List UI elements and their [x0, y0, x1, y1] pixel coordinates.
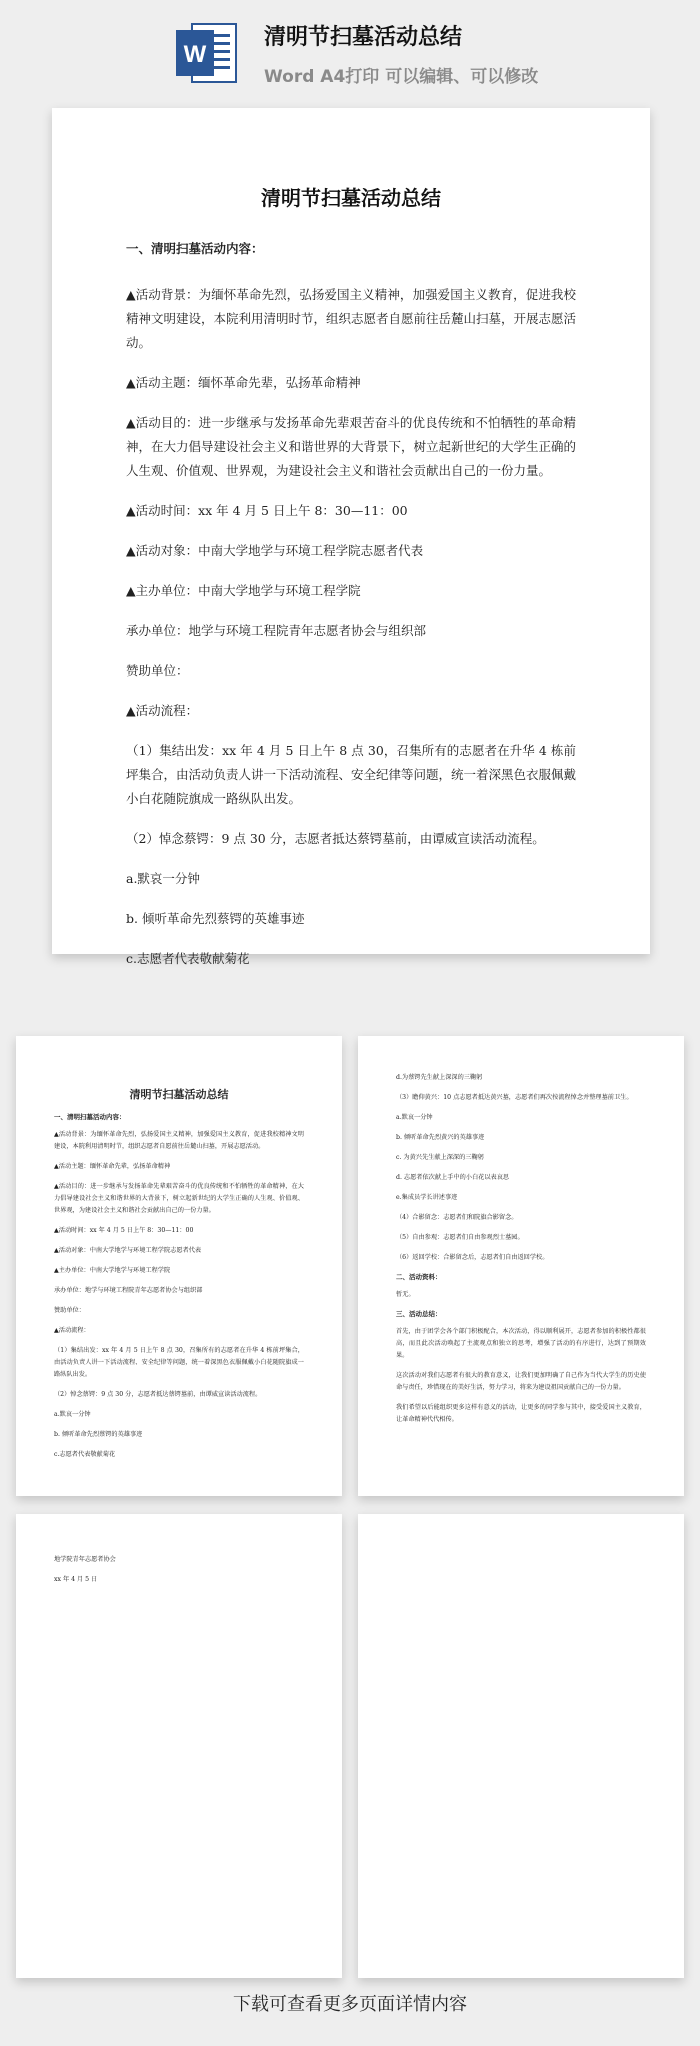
thumbnail-paragraph: ▲主办单位：中南大学地学与环境工程学院	[54, 1267, 171, 1274]
thumbnail-section: 一、清明扫墓活动内容：	[54, 1113, 126, 1121]
paragraph-theme: ▲活动主题：缅怀革命先辈，弘扬革命精神	[126, 375, 361, 390]
thumbnail-section: 三、活动总结：	[396, 1310, 442, 1318]
thumbnail-paragraph: ▲活动对象：中南大学地学与环境工程学院志愿者代表	[54, 1247, 202, 1254]
paragraph-target: ▲活动对象：中南大学地学与环境工程学院志愿者代表	[126, 543, 424, 558]
thumbnail-paragraph: （6）返回学校：合影留念后，志愿者们自由返回学校。	[396, 1254, 549, 1261]
thumbnail-paragraph: d.为蔡锷先生献上深深的三鞠躬	[396, 1074, 483, 1081]
thumbnail-paragraph: ▲活动主题：缅怀革命先辈，弘扬革命精神	[54, 1163, 171, 1170]
paragraph-time: ▲活动时间：xx 年 4 月 5 日上午 8：30—11：00	[126, 503, 408, 518]
paragraph-process: ▲活动流程：	[126, 703, 199, 718]
thumbnail-paragraph: ▲活动目的：进一步继承与发扬革命先辈艰苦奋斗的优良传统和不怕牺牲的革命精神，在大力倡导建设社会主义和谐世界的大背景下，树立起新世纪的大学生正确的人生观、价值观、世界观，为建设社会主义和谐社会贡献出自己的一份力量。	[54, 1183, 304, 1214]
thumbnail-paragraph: 暂无。	[396, 1291, 415, 1298]
thumbnail-paragraph: b. 倾听革命先烈蔡锷的英雄事迹	[54, 1431, 143, 1438]
thumbnail-paragraph: a.默哀一分钟	[54, 1411, 91, 1418]
page-thumbnail-2[interactable]	[358, 1036, 684, 1496]
paragraph-item-c: c.志愿者代表敬献菊花	[126, 951, 250, 966]
thumbnail-paragraph: 地学院青年志愿者协会	[54, 1556, 116, 1563]
thumbnail-paragraph: c.志愿者代表敬献菊花	[54, 1451, 116, 1458]
header-title: 清明节扫墓活动总结	[264, 25, 463, 50]
page-thumbnail-3[interactable]	[16, 1514, 342, 1978]
thumbnail-paragraph: （2）悼念蔡锷：9 点 30 分，志愿者抵达蔡锷墓前，由谭威宣读活动流程。	[54, 1391, 262, 1398]
document-title: 清明节扫墓活动总结	[261, 186, 441, 210]
thumbnail-paragraph: （5）自由参观：志愿者们自由参观烈士墓园。	[396, 1234, 524, 1241]
svg-text:W: W	[183, 41, 207, 68]
page-thumbnail-1[interactable]	[16, 1036, 342, 1496]
thumbnail-paragraph: （1）集结出发：xx 年 4 月 5 日上午 8 点 30，召集所有的志愿者在升华 4 栋前坪集合，由活动负责人讲一下活动流程、安全纪律等问题，统一着深黑色衣服佩戴小白花随院旗成一路纵队出发。	[54, 1347, 304, 1378]
download-more-link[interactable]: 下载可查看更多页面详情内容	[233, 1994, 467, 2015]
thumbnail-section: 二、活动资料：	[396, 1273, 442, 1281]
thumbnail-paragraph: ▲活动流程：	[54, 1327, 90, 1334]
thumbnail-paragraph: （4）合影留念：志愿者们和院旗合影留念。	[396, 1214, 518, 1221]
thumbnail-paragraph: 这次活动对我们志愿者有很大的教育意义，让我们更加明确了自己作为当代大学生的历史使命与责任，珍惜现在的美好生活，努力学习，将来为建设祖国贡献自己的一份力量。	[396, 1372, 646, 1391]
paragraph-step1: （1）集结出发：xx 年 4 月 5 日上午 8 点 30，召集所有的志愿者在升华 4 栋前坪集合，由活动负责人讲一下活动流程、安全纪律等问题，统一着深黑色衣服佩戴小白花随院旗成一路纵队出发。	[126, 743, 577, 806]
thumbnail-title: 清明节扫墓活动总结	[129, 1088, 229, 1101]
thumbnail-paragraph: 承办单位：地学与环境工程院青年志愿者协会与组织部	[54, 1287, 203, 1294]
header-subtitle: Word A4打印 可以编辑、可以修改	[264, 67, 539, 87]
paragraph-sponsor: 赞助单位：	[126, 663, 189, 678]
paragraph-organizer: 承办单位：地学与环境工程院青年志愿者协会与组织部	[126, 623, 427, 638]
thumbnail-paragraph: ▲活动时间：xx 年 4 月 5 日上午 8：30—11：00	[54, 1227, 194, 1234]
thumbnail-paragraph: e.集成员学长讲述事迹	[396, 1194, 458, 1201]
word-icon	[174, 20, 238, 86]
paragraph-item-a: a.默哀一分钟	[126, 871, 200, 886]
page-thumbnail-4[interactable]	[358, 1514, 684, 1978]
thumbnail-paragraph: （3）瞻仰黄兴：10 点志愿者抵达黄兴墓，志愿者们再次按流程悼念并整理墓前卫生。	[396, 1094, 633, 1101]
thumbnail-paragraph: a.默哀一分钟	[396, 1114, 433, 1121]
paragraph-step2: （2）悼念蔡锷：9 点 30 分，志愿者抵达蔡锷墓前，由谭威宣读活动流程。	[126, 831, 545, 846]
paragraph-background: ▲活动背景：为缅怀革命先烈，弘扬爱国主义精神，加强爱国主义教育，促进我校精神文明建设，本院利用清明时节，组织志愿者自愿前往岳麓山扫墓，开展志愿活动。	[126, 287, 577, 350]
header	[0, 0, 700, 90]
thumbnail-paragraph: xx 年 4 月 5 日	[54, 1576, 98, 1583]
paragraph-purpose: ▲活动目的：进一步继承与发扬革命先辈艰苦奋斗的优良传统和不怕牺牲的革命精神，在大力倡导建设社会主义和谐世界的大背景下，树立起新世纪的大学生正确的人生观、价值观、世界观，为建设社会主义和谐社会贡献出自己的一份力量。	[126, 415, 577, 478]
thumbnail-paragraph: c. 为黄兴先生献上深深的三鞠躬	[396, 1154, 484, 1161]
paragraph-item-b: b. 倾听革命先烈蔡锷的英雄事迹	[126, 911, 305, 926]
thumbnail-paragraph: 赞助单位：	[54, 1307, 85, 1314]
thumbnail-paragraph: d. 志愿者依次献上手中的小白花以表哀思	[396, 1174, 510, 1181]
thumbnail-paragraph: ▲活动背景：为缅怀革命先烈，弘扬爱国主义精神，加强爱国主义教育，促进我校精神文明建设，本院利用清明时节，组织志愿者自愿前往岳麓山扫墓，开展志愿活动。	[54, 1131, 304, 1150]
thumbnail-paragraph: b. 倾听革命先烈黄兴的英雄事迹	[396, 1134, 485, 1141]
thumbnail-paragraph: 我们希望以后能组织更多这样有意义的活动，让更多的同学参与其中，接受爱国主义教育，让革命精神代代相传。	[396, 1404, 646, 1423]
section-heading: 一、清明扫墓活动内容：	[126, 241, 264, 256]
paragraph-host: ▲主办单位：中南大学地学与环境工程学院	[126, 583, 361, 598]
document-page-preview	[52, 108, 650, 966]
thumbnail-paragraph: 首先，由于团学会各个部门积极配合，本次活动，得以顺利展开，志愿者参加的积极性都很高，而且此次活动唤起了主流观点和独立的思考，增强了活动的有序进行，达到了预期效果。	[396, 1328, 646, 1359]
